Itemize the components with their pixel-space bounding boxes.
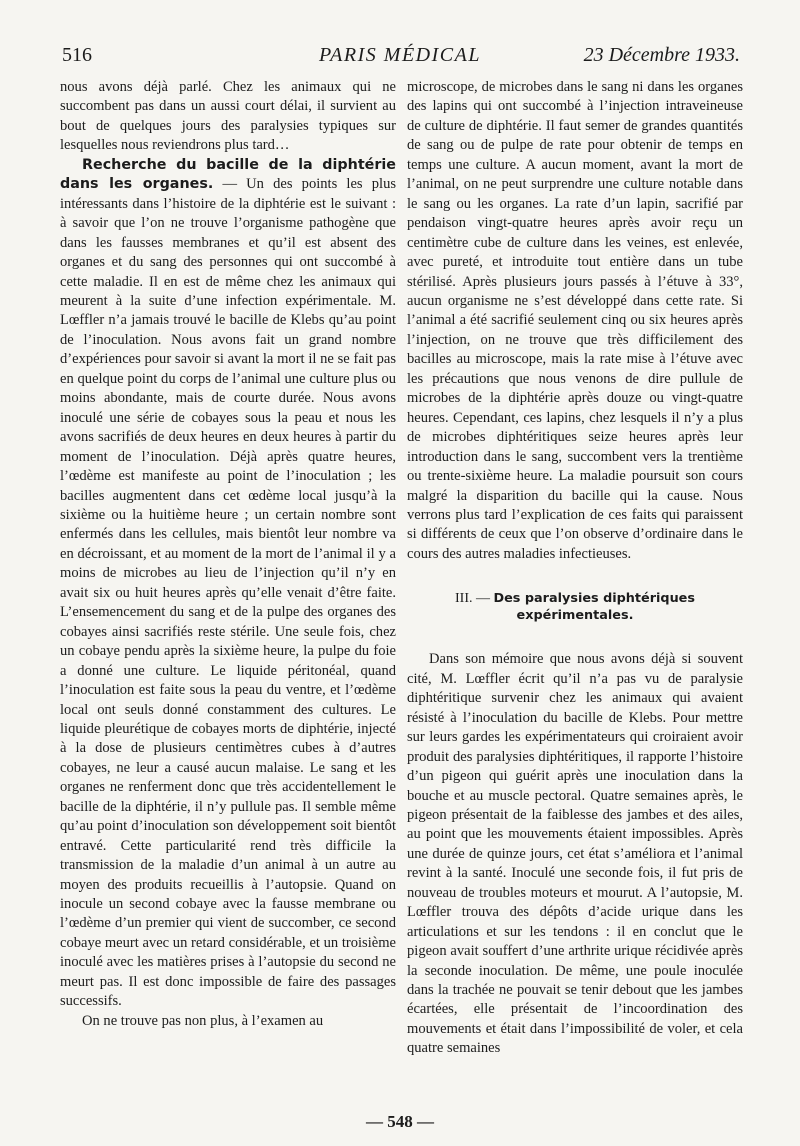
section-number: III. — [455,591,490,607]
paragraph-text: — Un des points les plus intéressants dans l’histoire de la diphtérie est le suivant : à savoir que l’on ne trouve l’organisme pathogène que dans les fausses membranes et qu’il est absent des organes et du sang des personnes qui ont succombé à cette maladie. Il en est de même chez les animaux qui meurent à la suite d’une infection expérimentale. M. Lœffler n’a jamais trouvé le bacille de Klebs qu’au point de l’inoculation. Nous avons fait un grand nombre d’expériences pour savoir si avant la mort il ne se fait pas en quelque point du corps de l’animal une culture plus ou moins abondante, mais de courte durée. Nous avons inoculé une série de cobayes sous la peau et nous les avons sacrifiés de deux heures en deux heures à partir du moment de l’inoculation. Déjà après quatre heures, l’œdème est manifeste au point de l’inoculation ; les bacilles augmentent dans cet œdème local jusqu’à la sixième ou la huitième heure ; un certain nombre sont enfermés dans les cellules, mais bientôt leur nombre va en décroissant, et au moment de la mort de l’animal il y a moins de microbes au lieu de l’injection qu’il n’y en avait six ou huit heures après qu’elle venait d’être faite. L’ensemencement du sang et de la pulpe des organes des cobayes ainsi sacrifiés reste stérile. Une seule fois, chez un cobaye pendu après la sixième heure, la pulpe du foie a donné une culture. Le liquide péritonéal, quand l’inoculation est faite sous la peau du ventre, et l’œdème local ont seuls donné constamment des cultures. Le liquide pleurétique de cobayes morts de diphtérie, injecté à la dose de plusieurs centimètres cubes à d’autres cobayes, ne leur a causé aucun malaise. Le sang et les organes ne renferment donc que très accidentellement le bacille de la diphtérie, il n’y pullule pas. Il semble même qu’au point d’inoculation son développement soit bientôt entravé. Cette particularité rend très difficile la transmission de la maladie d’un animal à un autre au moyen des produits recueillis à l’autopsie. Quand on inocule un second cobaye avec la fausse membrane ou l’œdème d’un premier qui vient de succomber, ce second cobaye meurt avec un retard considérable, et un troisième inoculé avec les matières prises à l’autopsie du second ne meurt pas. Il est donc impossible de faire des passages successifs. [60,176,397,1010]
page-folio: — 548 — [366,1112,434,1131]
journal-title: PARIS MÉDICAL [319,44,481,66]
paragraph [60,156,396,1012]
paragraph: nous avons déjà parlé. Chez les animaux qui ne succombent pas dans un aussi court délai, il survient au bout de quelques jours des paralysies typiques sur lesquelles nous reviendrons plus tard… [60,79,396,154]
section-heading [407,590,743,624]
page-number: 516 [62,44,92,66]
run-in-heading: Recherche du bacille de la diphtérie dans les organes. [60,156,396,193]
right-column [407,78,743,1059]
section-title: Des paralysies diphtériques expérimentales. [493,591,695,624]
paragraph: On ne trouve pas non plus, à l’examen au [82,1012,324,1029]
paragraph: Dans son mémoire que nous avons déjà si souvent cité, M. Lœffler écrit qu’il n’a pas vu de paralysie diphtéritique survenir chez les animaux qui avaient résisté à l’inoculation du bacille de Klebs. Pour mettre sur leurs gardes les expérimentateurs qui croiraient avoir produit des paralysies diphtéritiques, il rapporte l’histoire d’un pigeon qui guérit après une inoculation dans la bouche et au muscle pectoral. Quatre semaines après, le pigeon présentait de la faiblesse des jambes et des ailes, au point que les mouvements étaient impossibles. Après une durée de quinze jours, cet état s’améliora et l’animal revint à la santé. Inoculé une seconde fois, il fut pris de nouveau de troubles moteurs et mourut. A l’autopsie, M. Lœffler trouva des dépôts d’acide urique dans les articulations et sur les tendons : il en conclut que le pigeon avait souffert d’une arthrite urique récidivée après la seconde inoculation. De même, une poule inoculée dans la trachée ne pouvait se tenir debout que les jambes écartées, elle présentait de l’incoordination des mouvements et était dans l’impossibilité de voler, et cela quatre semaines [407,651,743,1057]
left-column [60,78,396,1031]
page-header [60,44,740,74]
issue-date: 23 Décembre 1933. [583,44,740,66]
paragraph: microscope, de microbes dans le sang ni dans les organes des lapins qui ont succombé à l’injection intraveineuse de culture de diphtérie. Il faut semer de grandes quantités de sang ou de pulpe de rate pour obtenir de temps en temps une culture. A aucun moment, avant la mort de l’animal, on ne peut surprendre une culture notable dans le sang ou les organes. La rate d’un lapin, sacrifié par pendaison vingt-quatre heures après avoir reçu un centimètre cube de culture dans les veines, est enlevée, avec pureté, et introduite tout entière dans un tube stérilisé. Après plusieurs jours passés à l’étuve à 33°, aucun organisme ne s’est développé dans cette rate. Si l’animal a été sacrifié seulement cinq ou six heures après l’injection, on ne trouve que très difficilement des bacilles au microscope, mais la rate mise à l’étuve avec les précautions que nous venons de dire pullule de microbes de la diphtérie après douze ou vingt-quatre heures. Cependant, ces lapins, chez lesquels il n’y a plus de microbes diphtéritiques seize heures après leur introduction dans le sang, succombent vers la trentième ou trente-sixième heure. La maladie poursuit son cours malgré la disparition du bacille qui la cause. Nous verrons plus tard l’explication de ces faits qui paraissent si différents de ceux que l’on observe d’ordinaire dans le cours des autres maladies infectieuses. [407,79,743,562]
